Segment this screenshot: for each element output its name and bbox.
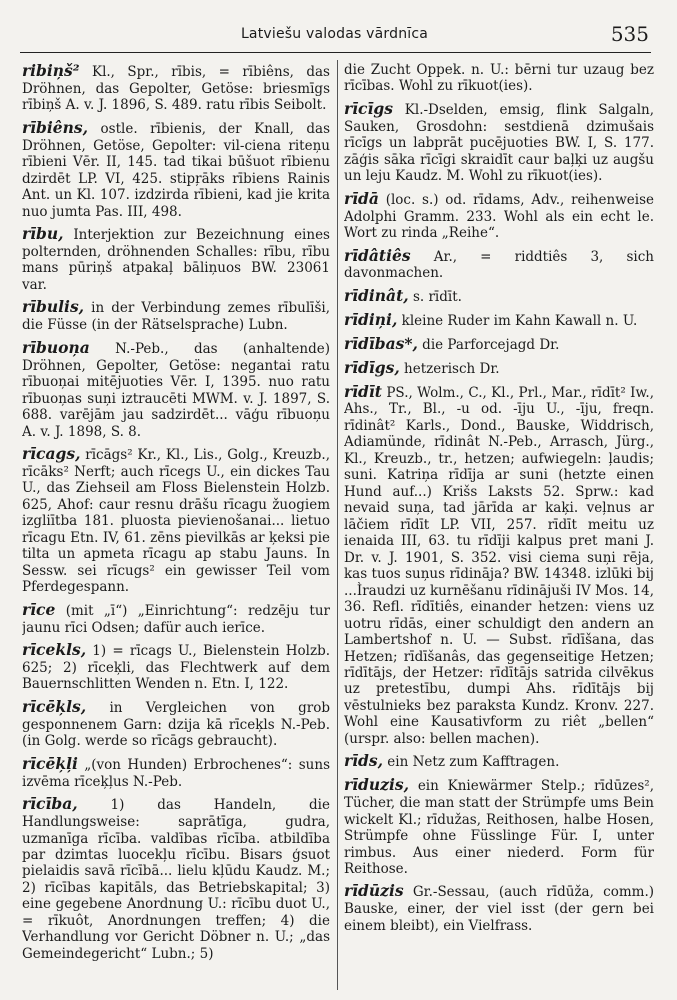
entry-definition: die Parforcejagd Dr.	[417, 336, 560, 353]
entry-definition: ostle. rībienis, der Knall, das Dröhnen, Getöse, Gepolter: vil-ciena riteņu rībieni Vēr. II, 145. tad tikai būšuot rībienu dzirdēt LP. VI, 425. stipŗāks rībiens Rainis Ant. un Kl. 107. izdzirda rībieni, kad jie krita nuo jumta Pas. III, 498.	[22, 120, 330, 220]
entry-headword: rīcība,	[22, 794, 78, 814]
entry-definition: ein Netz zum Kafftragen.	[383, 754, 560, 771]
entry-headword: rīdības*,	[344, 333, 418, 353]
entry-headword: rīcags,	[22, 444, 81, 464]
entry-definition: 1) = rīcags U., Bielenstein Holzb. 625; 2) rīceķli, das Flechtwerk auf dem Bauernschlitten Wenden n. Etn. I, 122.	[22, 643, 330, 693]
dictionary-entry	[344, 247, 654, 282]
entry-definition: N.-Peb., das (anhaltende) Dröhnen, Gepolter, Getöse: negantai ratu rībuoņai mitējuoties Vēr. I, 1395. nuo ratu rībuoņas suņi iztraucēti MWM. v. J. 1897, S. 688. varējām jau sadzirdēt... vāģu rībuoņu A. v. J. 1898, S. 8.	[22, 340, 330, 440]
dictionary-entry	[22, 601, 330, 636]
entry-headword: rīcīgs	[344, 98, 393, 118]
dictionary-entry	[22, 795, 330, 962]
entry-definition: ein Kniewärmer Stelp.; rīdūzes², Tücher, die man statt der Strümpfe ums Bein wickelt Kl.; rīdužas, Reithosen, halbe Hosen, Strümpfe ohne Füsslinge Für. I, unter rimbus. Aus einer niederd. Form für Reithose.	[344, 778, 654, 877]
entry-headword: rībiêns,	[22, 117, 89, 137]
entry-headword: rīcēķļi	[22, 753, 78, 773]
entry-headword: rīdīt	[344, 381, 382, 401]
page-number: 535	[610, 22, 649, 46]
entry-definition: in Vergleichen von grob gesponnenem Garn: dzija kā rīceķls N.-Peb. (in Golg. werde so rīcāgs gebraucht).	[22, 699, 330, 750]
dictionary-entry	[22, 298, 330, 333]
entry-headword: rīce	[22, 599, 56, 619]
entry-definition: „(von Hunden) Erbrochenes“: suns izvēma rīceķļus N.-Peb.	[22, 756, 330, 790]
running-title: Latviešu valodas vārdnīca	[240, 26, 429, 42]
dictionary-entry	[22, 698, 330, 750]
entry-definition: Kl., Spr., rībis, = rībiêns, das Dröhnen, das Gepolter, Getöse: briesmīgs rībiņš A. v. J. 1896, S. 489. ratu rībis Seibolt.	[22, 64, 330, 114]
entry-definition: in der Verbindung zemes rībulīši, die Füsse (in der Rätselsprache) Lubn.	[22, 300, 330, 334]
entry-headword: rību,	[22, 224, 64, 244]
column-divider	[337, 60, 338, 990]
dictionary-entry	[22, 641, 330, 693]
right-column	[344, 62, 654, 939]
entry-headword: rīdā	[344, 188, 379, 208]
entry-definition: Kl.-Dselden, emsig, flink Salgaln, Sauken, Grosdohn: sestdienā dzimušais rīcīgs un labprāt pucējuoties BW. I, S. 177. zāģis sāka rīcīgi skraidīt caur baļķi uz augšu un leju Kaudz. M. Wohl zu rīkuot(ies).	[344, 101, 654, 185]
entry-definition: Ar., = riddtiês 3, sich davonmachen.	[344, 248, 654, 282]
dictionary-entry	[344, 383, 654, 748]
entry-definition: die Zucht Oppek. n. U.: bērni tur uzaug bez rīcības. Wohl zu rīkuot(ies).	[344, 62, 654, 95]
dictionary-entry	[22, 62, 330, 114]
entry-headword: rīdūzis	[344, 881, 404, 901]
entry-definition: (mit „ī“) „Einrichtung“: redzēju tur jaunu rīci Odsen; dafür auch ierīce.	[22, 602, 330, 636]
entry-definition: kleine Ruder im Kahn Kawall n. U.	[397, 312, 638, 329]
entry-definition: (loc. s.) od. rīdams, Adv., reihenweise Adolphi Gramm. 233. Wohl als ein echt le. Wort zu rinda „Reihe“.	[344, 191, 654, 242]
dictionary-entry	[344, 335, 654, 354]
entry-headword: rībulis,	[22, 297, 85, 317]
dictionary-entry	[22, 225, 330, 293]
dictionary-entry	[344, 287, 654, 306]
entry-definition: Interjektion zur Bezeichnung eines polternden, dröhnenden Schalles: rību, rību mans pūriņš atpakaļ bāliņuos BW. 23061 var.	[22, 227, 330, 293]
entry-definition: 1) das Handeln, die Handlungsweise: saprātīga, gudra, uzmanīga rīcība. valdības rīcība. atbildība par dzimtas luocekļu rīcību. Bisars ģsuot pielaidis savā rīcībā... lielu kļūdu Kaudz. M.; 2) rīcības kapitāls, das Betriebskapital; 3) eine gegebene Anordnung U.: rīcību duot U., = rīkuôt, Anordnungen treffen; 4) die Verhandlung vor Gericht Döbner n. U.; „das Gemeindegericht“ Lubn.; 5)	[22, 797, 330, 962]
entry-headword: rīcekls,	[22, 640, 87, 660]
dictionary-entry	[344, 100, 654, 185]
dictionary-entry	[344, 190, 654, 242]
entry-definition: s. rīdīt.	[408, 288, 462, 305]
entry-headword: ribiņš²	[22, 62, 80, 80]
entry-headword: rīdinât,	[344, 285, 409, 305]
dictionary-entry	[344, 776, 654, 877]
page-header	[20, 22, 649, 48]
dictionary-entry	[22, 755, 330, 790]
dictionary-entry	[344, 62, 654, 95]
entry-definition: hetzerisch Dr.	[399, 360, 500, 377]
entry-headword: rīds,	[344, 751, 384, 771]
entry-headword: rīdâtiês	[344, 245, 411, 265]
left-column	[22, 62, 330, 967]
entry-headword: rīduzis,	[344, 775, 409, 795]
entry-headword: rīdiņi,	[344, 309, 398, 329]
dictionary-entry	[22, 339, 330, 440]
entry-headword: rīdīgs,	[344, 357, 400, 377]
entry-definition: PS., Wolm., C., Kl., Prl., Mar., rīdīt² Iw., Ahs., Tr., Bl., -u od. -īju U., -īju, freqn. rīdinât² Karls., Dond., Bauske, Widdrisch, Adiamünde, rīdinât N.-Peb., Arrasch, Jürg., Kl., Kreuzb., tr., hetzen; aufwiegeln: ļaudis; suni. Katriņa rīdīja ar suni (hetzte einen Hund auf...) Krišs Laksts 52. Sprw.: kad nevaid suņa, tad jārīda ar kaķi. veļnus ar lāčiem rīdīt LP. VII, 257. rīdīt meitu uz ienaida III, 63. tu rīdīji kalpus pret mani J. Dr. v. J. 1901, S. 352. visi ciema suņi rēja, kas tuos suņus rīdināja? BW. 14348. izlūki bij ...Ìraudzi uz kurnēšanu rīdinājuši IV Mos. 14, 36. Refl. rīdītiês, einander hetzen: viens uz uotru rīdās, einer schuldigt den andern an Lambertshof n. U. — Subst. rīdīšana, das Hetzen; rīdīšanâs, das gegenseitige Hetzen; rīdītājs, der Hetzer: rīdītājs satrida cilvēkus uz pretestību, dumpi Ahs. rīdītājs bij vēstulnieks bez paraksta Kundz. Kronv. 227. Wohl eine Kausativform zu riêt „bellen“ (urspr. also: bellen machen).	[344, 384, 654, 747]
dictionary-entry	[22, 119, 330, 220]
dictionary-entry	[344, 311, 654, 330]
dictionary-entry	[344, 882, 654, 934]
entry-definition: Gr.-Sessau, (auch rīdūža, comm.) Bauske, einer, der viel isst (der gern bei einem bleibt), ein Vielfrass.	[344, 884, 654, 934]
dictionary-entry	[344, 752, 654, 771]
dictionary-entry	[344, 359, 654, 378]
header-rule	[20, 52, 651, 53]
entry-definition: rīcāgs² Kr., Kl., Lis., Golg., Kreuzb., rīcāks² Nerft; auch rīcegs U., ein dickes Tau U., das Ziehseil am Floss Bielenstein Holzb. 625, Ahof: caur resnu drāšu rīcagu žuogiem izgliītba 181. pluosta pievienošanai... lietuo rīcagu Etn. IV, 61. zēns pievilkās ar ķeksi pie tilta un apmeta rīcagu ap stabu Jauns. In Sessw. sei rīcugs² ein gewisser Teil vom Pferdegespann.	[22, 447, 330, 596]
entry-headword: rībuoņa	[22, 337, 90, 357]
entry-headword: rīcēķls,	[22, 696, 87, 716]
dictionary-entry	[22, 445, 330, 596]
